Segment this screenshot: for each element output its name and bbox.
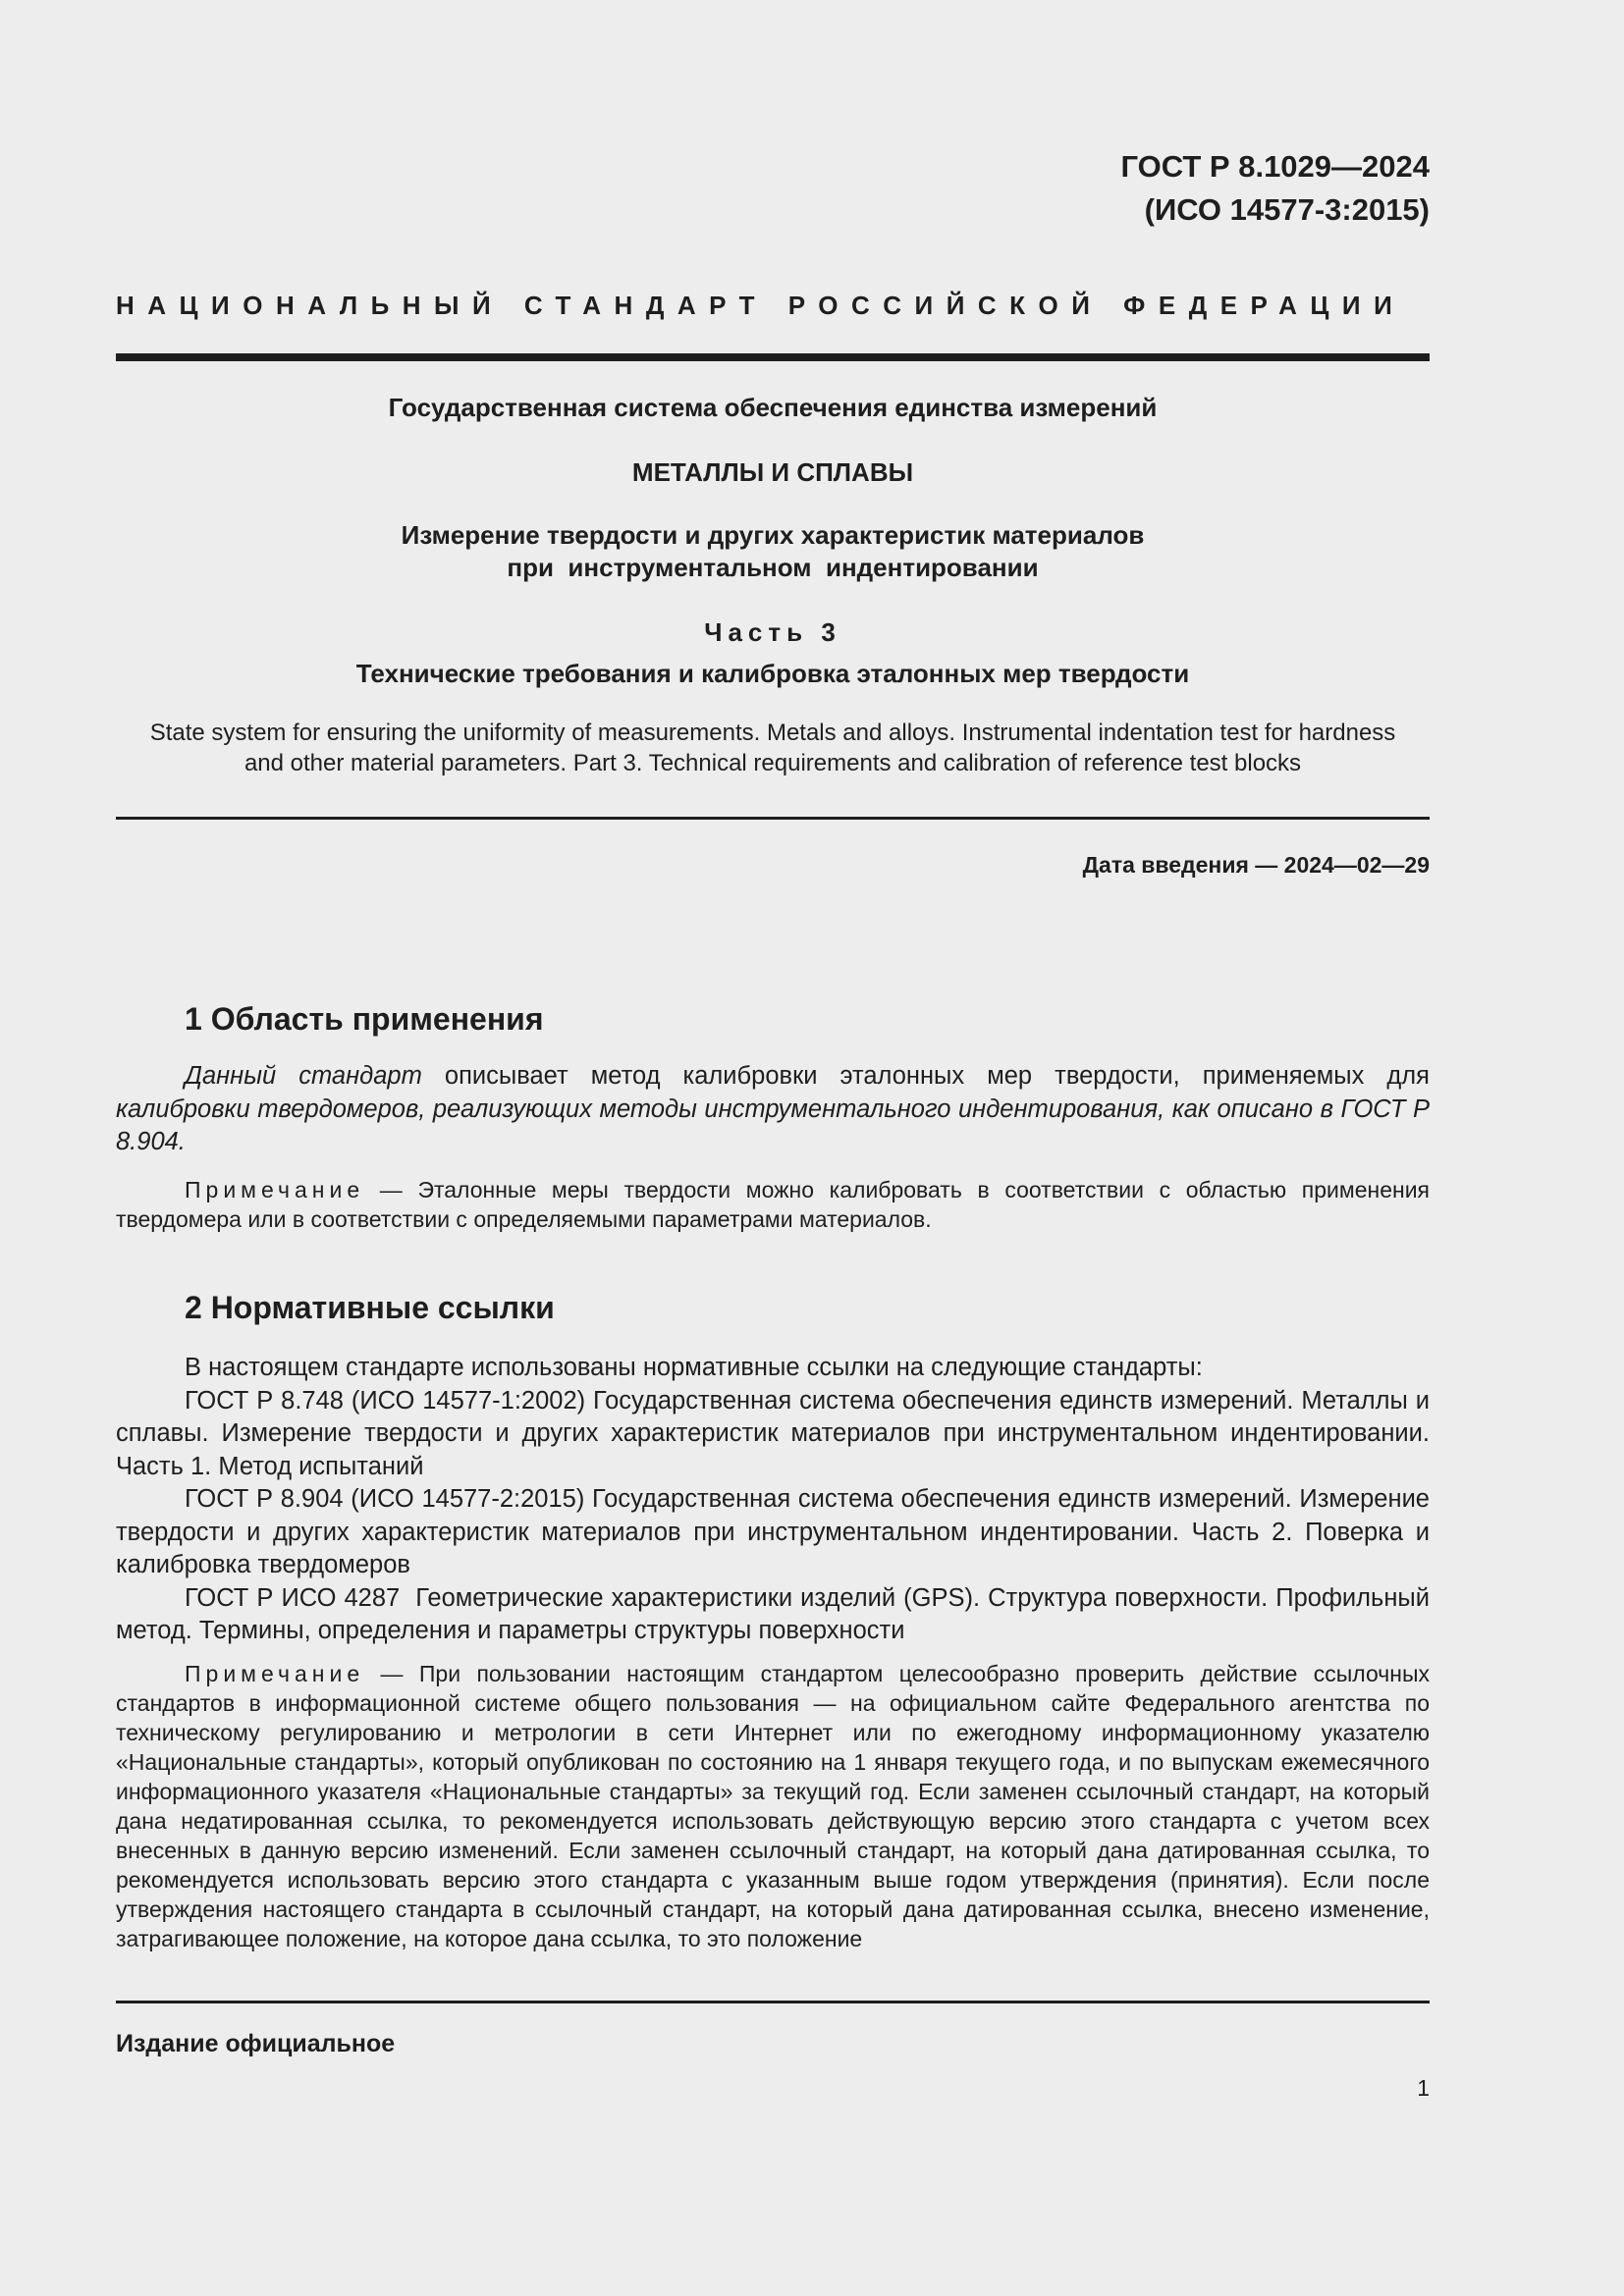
english-title-line1: State system for ensuring the uniformity of measurements. Metals and alloys. Instrumental indentation test for hardness [149,720,1396,746]
measure-title [116,519,1430,584]
footer-divider [116,2001,1430,2003]
part-label: Часть 3 [704,617,841,647]
document-number-line1: ГОСТ Р 8.1029—2024 [1120,149,1430,184]
header-divider [116,353,1430,361]
section-1-heading: 1 Область применения [185,1001,544,1037]
measure-title-line2: при инструментальном индентировании [507,553,1039,582]
section-2-body [116,1352,1437,1648]
scope-text: описывает метод калибровки эталонных мер твердости, применяемых для [421,1062,1430,1090]
scope-italic-start: Данный стандарт [185,1062,422,1090]
section-2-heading: 2 Нормативные ссылки [185,1290,555,1325]
note-label: Примечание [185,1177,365,1202]
document-number [1120,145,1430,232]
national-standard-title: НАЦИОНАЛЬНЫЙ СТАНДАРТ РОССИЙСКОЙ ФЕДЕРАЦИИ [116,291,1406,320]
title-divider [116,817,1430,820]
official-edition-label: Издание официальное [116,2030,396,2057]
page-number: 1 [1417,2075,1430,2101]
reference-item: ГОСТ Р 8.748 (ИСО 14577-1:2002) Государственная система обеспечения единств измерений. Металлы и сплавы. Измерение твердости и других характеристик материалов при инструментальном индентировании. Часть 1. Метод испытаний [116,1386,1430,1480]
references-intro: В настоящем стандарте использованы нормативные ссылки на следующие стандарты: [185,1354,1203,1381]
section-1-note [116,1175,1430,1234]
document-number-line2: (ИСО 14577-3:2015) [1144,192,1430,227]
note-text: — Эталонные меры твердости можно калибровать в соответствии с областью применения твердомера или в соответствии с определяемыми параметрами материалов. [116,1177,1430,1232]
part-title: Технические требования и калибровка эталонных мер твердости [355,659,1190,688]
note-text: — При пользовании настоящим стандартом целесообразно проверить действие ссылочных стандартов в информационной системе общего пользования — на официальном сайте Федерального агентства по техническому регулированию и метрологии в сети Интернет или по ежегодному информационному указателю «Национальные стандарты», который опубликован по состоянию на 1 января текущего года, и по выпускам ежемесячного информационного указателя «Национальные стандарты» за текущий год. Если заменен ссылочный стандарт, на который дана недатированная ссылка, то рекомендуется использовать действующую версию этого стандарта с учетом всех внесенных в данную версию изменений. Если заменен ссылочный стандарт, на который дана датированная ссылка, то рекомендуется использовать версию этого стандарта с указанным выше годом утверждения (принятия). Если после утверждения настоящего стандарта в ссылочный стандарт, на который дана датированная ссылка, внесено изменение, затрагивающее положение, на которое дана ссылка, то это положение [116,1661,1430,1951]
section-2-note [116,1659,1430,1953]
measure-title-line1: Измерение твердости и других характеристик материалов [401,520,1145,550]
reference-item: ГОСТ Р 8.904 (ИСО 14577-2:2015) Государственная система обеспечения единств измерений. Измерение твердости и других характеристик материалов при инструментальном индентировании. Часть 2. Поверка и калибровка твердомеров [116,1485,1430,1578]
metals-title: МЕТАЛЛЫ И СПЛАВЫ [631,457,914,487]
introduction-date: Дата введения — 2024—02—29 [1082,852,1430,878]
note-label: Примечание [185,1661,365,1686]
section-1-paragraph [116,1060,1430,1159]
english-title-line2: and other material parameters. Part 3. Technical requirements and calibration of reference test blocks [244,750,1302,776]
english-title [116,718,1430,778]
scope-italic-end: калибровки твердомеров, реализующих методы инструментального индентирования, как описано в ГОСТ Р 8.904. [116,1095,1430,1155]
reference-item: ГОСТ Р ИСО 4287 Геометрические характеристики изделий (GPS). Структура поверхности. Профильный метод. Термины, определения и параметры структуры поверхности [116,1583,1437,1644]
system-title: Государственная система обеспечения единства измерений [388,393,1158,422]
